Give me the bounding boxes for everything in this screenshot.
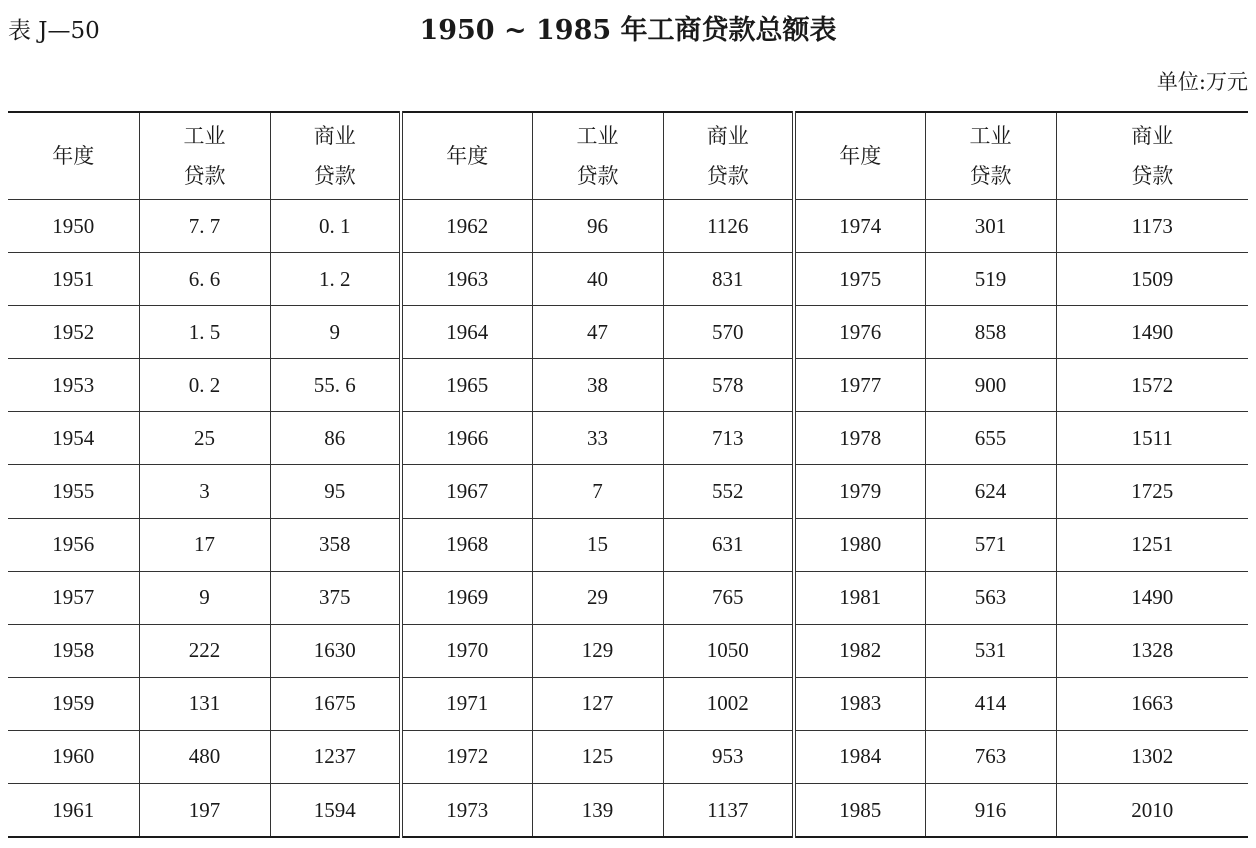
industry-loan-cell: 15 — [532, 518, 663, 571]
industry-loan-cell: 414 — [925, 677, 1056, 730]
industry-loan-cell: 222 — [139, 624, 270, 677]
page-title: 1950 ~ 1985 年工商贷款总额表 — [419, 15, 837, 46]
industry-loan-cell: 563 — [925, 571, 1056, 624]
industry-loan-cell: 96 — [532, 200, 663, 253]
commerce-loan-cell: 1002 — [663, 677, 794, 730]
header-industry-line1: 工业 — [183, 124, 226, 148]
table-row — [8, 624, 1248, 677]
header-industry-loan — [139, 112, 270, 200]
year-cell: 1963 — [401, 253, 532, 306]
table-row — [8, 253, 1248, 306]
commerce-loan-cell: 1173 — [1056, 200, 1248, 253]
industry-loan-cell: 858 — [925, 306, 1056, 359]
commerce-loan-cell: 631 — [663, 518, 794, 571]
industry-loan-cell: 47 — [532, 306, 663, 359]
commerce-loan-cell: 9 — [270, 306, 401, 359]
year-cell: 1951 — [8, 253, 139, 306]
year-cell: 1979 — [794, 465, 925, 518]
table-row — [8, 677, 1248, 730]
table-label: 表 J—50 — [8, 18, 100, 44]
industry-loan-cell: 1. 5 — [139, 306, 270, 359]
year-cell: 1952 — [8, 306, 139, 359]
year-cell: 1953 — [8, 359, 139, 412]
commerce-loan-cell: 1675 — [270, 677, 401, 730]
table-row — [8, 359, 1248, 412]
header-commerce-loan — [663, 112, 794, 200]
year-cell: 1950 — [8, 200, 139, 253]
industry-loan-cell: 197 — [139, 784, 270, 838]
commerce-loan-cell: 1490 — [1056, 306, 1248, 359]
year-cell: 1974 — [794, 200, 925, 253]
industry-loan-cell: 33 — [532, 412, 663, 465]
industry-loan-cell: 6. 6 — [139, 253, 270, 306]
table-row — [8, 784, 1248, 838]
year-cell: 1984 — [794, 730, 925, 783]
commerce-loan-cell: 1572 — [1056, 359, 1248, 412]
industry-loan-cell: 40 — [532, 253, 663, 306]
commerce-loan-cell: 570 — [663, 306, 794, 359]
industry-loan-cell: 7. 7 — [139, 200, 270, 253]
commerce-loan-cell: 375 — [270, 571, 401, 624]
commerce-loan-cell: 1725 — [1056, 465, 1248, 518]
header-industry-line1: 工业 — [576, 124, 619, 148]
commerce-loan-cell: 1509 — [1056, 253, 1248, 306]
year-cell: 1962 — [401, 200, 532, 253]
year-cell: 1959 — [8, 677, 139, 730]
year-cell: 1968 — [401, 518, 532, 571]
industry-loan-cell: 7 — [532, 465, 663, 518]
industry-loan-cell: 655 — [925, 412, 1056, 465]
year-cell: 1970 — [401, 624, 532, 677]
industry-loan-cell: 25 — [139, 412, 270, 465]
industry-loan-cell: 38 — [532, 359, 663, 412]
industry-loan-cell: 127 — [532, 677, 663, 730]
industry-loan-cell: 29 — [532, 571, 663, 624]
header-commerce-line2: 贷款 — [1131, 164, 1174, 188]
commerce-loan-cell: 1302 — [1056, 730, 1248, 783]
commerce-loan-cell: 1. 2 — [270, 253, 401, 306]
year-cell: 1960 — [8, 730, 139, 783]
commerce-loan-cell: 552 — [663, 465, 794, 518]
header-row — [8, 112, 1248, 200]
commerce-loan-cell: 1137 — [663, 784, 794, 838]
industry-loan-cell: 900 — [925, 359, 1056, 412]
year-cell: 1955 — [8, 465, 139, 518]
commerce-loan-cell: 358 — [270, 518, 401, 571]
commerce-loan-cell: 55. 6 — [270, 359, 401, 412]
commerce-loan-cell: 1050 — [663, 624, 794, 677]
table-row — [8, 200, 1248, 253]
year-cell: 1956 — [8, 518, 139, 571]
header-industry-loan — [925, 112, 1056, 200]
commerce-loan-cell: 1511 — [1056, 412, 1248, 465]
year-cell: 1985 — [794, 784, 925, 838]
industry-loan-cell: 17 — [139, 518, 270, 571]
industry-loan-cell: 480 — [139, 730, 270, 783]
header-industry-line1: 工业 — [969, 124, 1012, 148]
header-commerce-line2: 贷款 — [706, 164, 749, 188]
year-cell: 1972 — [401, 730, 532, 783]
year-cell: 1958 — [8, 624, 139, 677]
header-year: 年度 — [401, 112, 532, 200]
header-commerce-line2: 贷款 — [313, 164, 356, 188]
year-cell: 1976 — [794, 306, 925, 359]
commerce-loan-cell: 2010 — [1056, 784, 1248, 838]
commerce-loan-cell: 765 — [663, 571, 794, 624]
commerce-loan-cell: 1328 — [1056, 624, 1248, 677]
year-cell: 1973 — [401, 784, 532, 838]
industry-loan-cell: 916 — [925, 784, 1056, 838]
header-commerce-loan — [1056, 112, 1248, 200]
commerce-loan-cell: 95 — [270, 465, 401, 518]
header-year: 年度 — [8, 112, 139, 200]
industry-loan-cell: 763 — [925, 730, 1056, 783]
header-commerce-loan — [270, 112, 401, 200]
year-cell: 1971 — [401, 677, 532, 730]
table-row — [8, 518, 1248, 571]
industry-loan-cell: 519 — [925, 253, 1056, 306]
commerce-loan-cell: 1630 — [270, 624, 401, 677]
header-commerce-line1: 商业 — [1131, 124, 1174, 148]
header-industry-line2: 贷款 — [183, 164, 226, 188]
table-row — [8, 306, 1248, 359]
industry-loan-cell: 129 — [532, 624, 663, 677]
year-cell: 1969 — [401, 571, 532, 624]
table-row — [8, 730, 1248, 783]
industry-loan-cell: 3 — [139, 465, 270, 518]
commerce-loan-cell: 578 — [663, 359, 794, 412]
year-cell: 1964 — [401, 306, 532, 359]
industry-loan-cell: 131 — [139, 677, 270, 730]
year-cell: 1983 — [794, 677, 925, 730]
commerce-loan-cell: 831 — [663, 253, 794, 306]
year-cell: 1965 — [401, 359, 532, 412]
table-body — [8, 200, 1248, 838]
commerce-loan-cell: 0. 1 — [270, 200, 401, 253]
commerce-loan-cell: 1237 — [270, 730, 401, 783]
loan-table — [8, 111, 1248, 838]
commerce-loan-cell: 713 — [663, 412, 794, 465]
year-cell: 1980 — [794, 518, 925, 571]
industry-loan-cell: 571 — [925, 518, 1056, 571]
industry-loan-cell: 531 — [925, 624, 1056, 677]
commerce-loan-cell: 1251 — [1056, 518, 1248, 571]
table-row — [8, 412, 1248, 465]
commerce-loan-cell: 953 — [663, 730, 794, 783]
commerce-loan-cell: 1594 — [270, 784, 401, 838]
table-row — [8, 465, 1248, 518]
year-cell: 1954 — [8, 412, 139, 465]
year-cell: 1975 — [794, 253, 925, 306]
industry-loan-cell: 301 — [925, 200, 1056, 253]
year-cell: 1966 — [401, 412, 532, 465]
header-industry-line2: 贷款 — [576, 164, 619, 188]
header-year: 年度 — [794, 112, 925, 200]
year-cell: 1961 — [8, 784, 139, 838]
commerce-loan-cell: 1126 — [663, 200, 794, 253]
year-cell: 1977 — [794, 359, 925, 412]
header-industry-loan — [532, 112, 663, 200]
industry-loan-cell: 125 — [532, 730, 663, 783]
industry-loan-cell: 139 — [532, 784, 663, 838]
table-row — [8, 571, 1248, 624]
industry-loan-cell: 9 — [139, 571, 270, 624]
year-cell: 1982 — [794, 624, 925, 677]
year-cell: 1978 — [794, 412, 925, 465]
commerce-loan-cell: 1490 — [1056, 571, 1248, 624]
year-cell: 1967 — [401, 465, 532, 518]
unit-label: 单位:万元 — [1156, 70, 1248, 94]
commerce-loan-cell: 86 — [270, 412, 401, 465]
year-cell: 1957 — [8, 571, 139, 624]
industry-loan-cell: 0. 2 — [139, 359, 270, 412]
header-commerce-line1: 商业 — [706, 124, 749, 148]
header-industry-line2: 贷款 — [969, 164, 1012, 188]
year-cell: 1981 — [794, 571, 925, 624]
header-commerce-line1: 商业 — [313, 124, 356, 148]
commerce-loan-cell: 1663 — [1056, 677, 1248, 730]
industry-loan-cell: 624 — [925, 465, 1056, 518]
